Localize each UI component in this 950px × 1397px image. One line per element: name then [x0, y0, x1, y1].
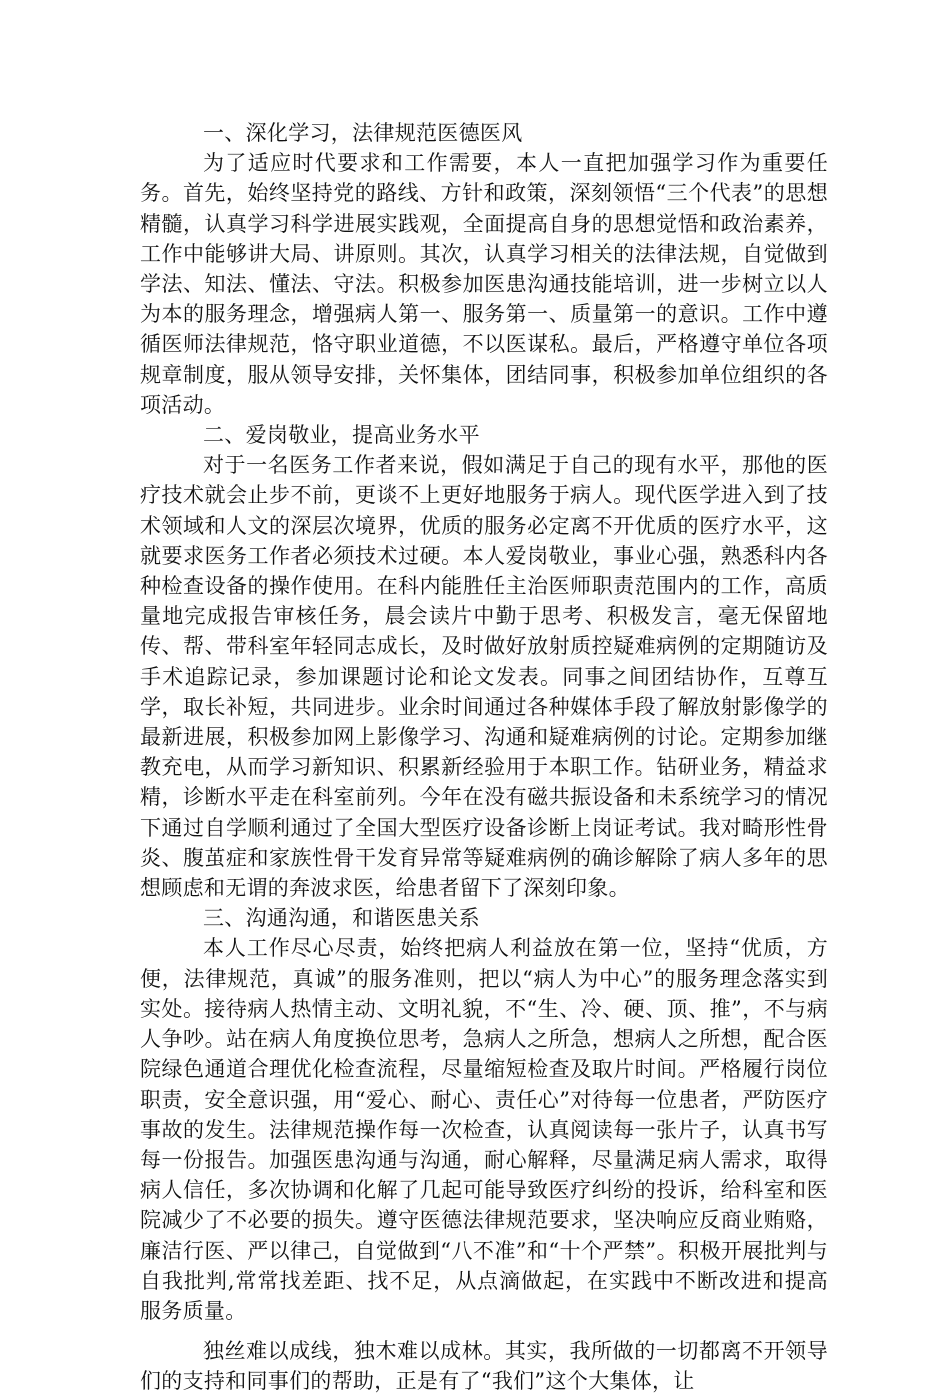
section-1-heading: 一、深化学习，法律规范医德医风 [203, 121, 523, 145]
closing-paragraph: 独丝难以成线，独木难以成林。其实，我所做的一切都离不开领导们的支持和同事们的帮助，正是有了“我们”这个大集体，让 [140, 1339, 828, 1394]
paragraph-gap [140, 1326, 828, 1336]
section-3-paragraph: 本人工作尽心尽责，始终把病人利益放在第一位，坚持“优质，方便，法律规范，真诚”的服务准则，把以“病人为中心”的服务理念落实到实处。接待病人热情主动、文明礼貌，不“生、冷、硬、顶、推”，不与病人争吵。站在病人角度换位思考，急病人之所急，想病人之所想，配合医院绿色通道合理优化检查流程，尽量缩短检查及取片时间。严格履行岗位职责，安全意识强，用“爱心、耐心、责任心”对待每一位患者，严防医疗事故的发生。法律规范操作每一次检查，认真阅读每一张片子，认真书写每一份报告。加强医患沟通与沟通，耐心解释，尽量满足病人需求，取得病人信任，多次协调和化解了几起可能导致医疗纠纷的投诉，给科室和医院减少了不必要的损失。遵守医德法律规范要求，坚决响应反商业贿赂，廉洁行医、严以律己，自觉做到“八不准”和“十个严禁”。积极开展批判与自我批判,常常找差距、找不足，从点滴做起，在实践中不断改进和提高服务质量。 [140, 936, 828, 1323]
section-2-paragraph: 对于一名医务工作者来说，假如满足于自己的现有水平，那他的医疗技术就会止步不前，更谈不上更好地服务于病人。现代医学进入到了技术领域和人文的深层次境界，优质的服务必定离不开优质的医疗水平，这就要求医务工作者必须技术过硬。本人爱岗敬业，事业心强，熟悉科内各种检查设备的操作使用。在科内能胜任主治医师职责范围内的工作，高质量地完成报告审核任务，晨会读片中勤于思考、积极发言，毫无保留地传、帮、带科室年轻同志成长，及时做好放射质控疑难病例的定期随访及手术追踪记录，参加课题讨论和论文发表。同事之间团结协作，互尊互学，取长补短，共同进步。业余时间通过各种媒体手段了解放射影像学的最新进展，积极参加网上影像学习、沟通和疑难病例的讨论。定期参加继教充电，从而学习新知识、积累新经验用于本职工作。钻研业务，精益求精，诊断水平走在科室前列。今年在没有磁共振设备和未系统学习的情况下通过自学顺利通过了全国大型医疗设备诊断上岗证考试。我对畸形性骨炎、腹茧症和家族性骨干发育异常等疑难病例的确诊解除了病人多年的思想顾虑和无谓的奔波求医，给患者留下了深刻印象。 [140, 453, 828, 901]
section-3-heading: 三、沟通沟通，和谐医患关系 [203, 906, 480, 931]
section-1-paragraph: 为了适应时代要求和工作需要，本人一直把加强学习作为重要任务。首先，始终坚持党的路线、方针和政策，深刻领悟“三个代表”的思想精髓，认真学习科学进展实践观，全面提高自身的思想觉悟和政治素养，工作中能够讲大局、讲原则。其次，认真学习相关的法律法规，自觉做到学法、知法、懂法、守法。积极参加医患沟通技能培训，进一步树立以人为本的服务理念，增强病人第一、服务第一、质量第一的意识。工作中遵循医师法律规范，恪守职业道德，不以医谋私。最后，严格遵守单位各项规章制度，服从领导安排，关怀集体，团结同事，积极参加单位组织的各项活动。 [140, 151, 828, 417]
document-body [140, 118, 828, 1397]
section-2-heading: 二、爱岗敬业，提高业务水平 [203, 423, 480, 448]
